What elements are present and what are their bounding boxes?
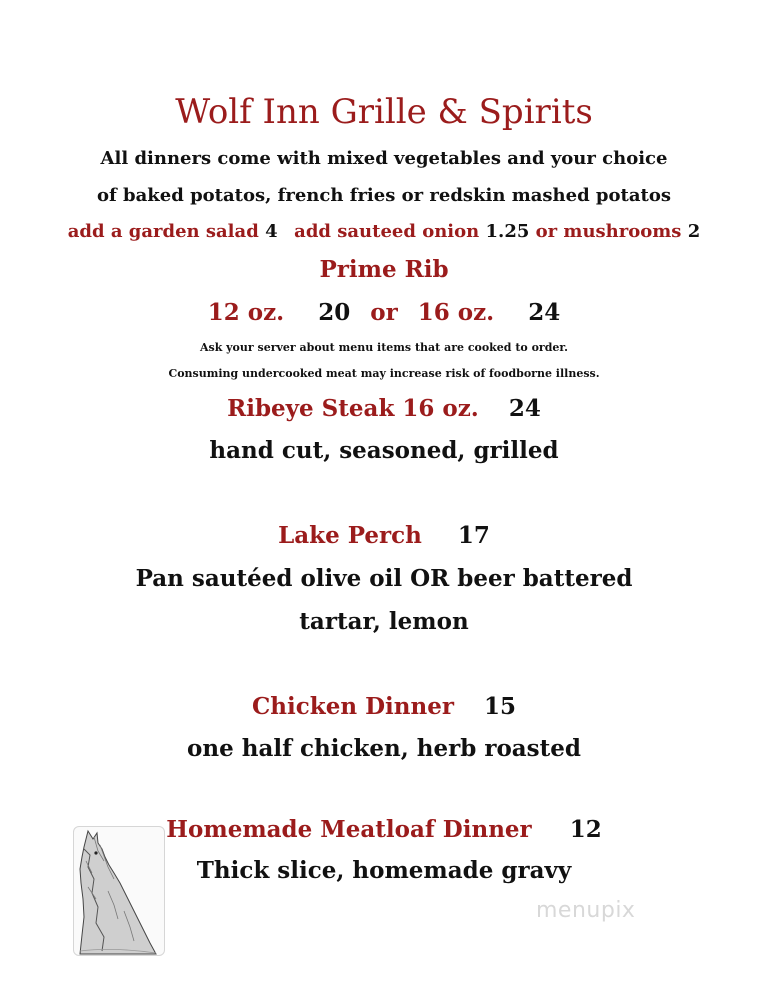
addon-salad-label: add a garden salad xyxy=(67,221,259,242)
menu-item-ribeye xyxy=(0,395,768,422)
item-description: one half chicken, herb roasted xyxy=(187,735,581,762)
item-description: hand cut, seasoned, grilled xyxy=(209,437,559,464)
addons-line xyxy=(0,221,768,242)
item-description: Pan sautéed olive oil OR beer battered xyxy=(135,565,633,592)
restaurant-title: Wolf Inn Grille & Spirits xyxy=(175,92,593,132)
prime-rib-size-small: 12 oz. xyxy=(207,299,285,326)
prime-rib-or: or xyxy=(370,299,398,326)
item-description: Thick slice, homemade gravy xyxy=(196,857,572,884)
addon-onion-price: 1.25 xyxy=(485,221,530,242)
prime-rib-prices xyxy=(0,299,768,326)
item-description-2: tartar, lemon xyxy=(299,608,469,635)
addon-salad-price: 4 xyxy=(265,221,278,242)
watermark-text: menupix xyxy=(536,898,636,923)
item-price: 15 xyxy=(483,693,516,720)
item-price: 17 xyxy=(457,522,490,549)
addon-onion-label: add sauteed onion xyxy=(294,221,480,242)
intro-line-1: All dinners come with mixed vegetables and your choice xyxy=(100,148,668,169)
item-price: 24 xyxy=(508,395,541,422)
prime-rib-name: Prime Rib xyxy=(319,256,449,283)
item-name: Ribeye Steak 16 oz. xyxy=(227,395,479,422)
notice-line-1: Ask your server about menu items that are cooked to order. xyxy=(199,341,569,354)
addon-mushroom-label: or mushrooms xyxy=(535,221,682,242)
prime-rib-price-small: 20 xyxy=(318,299,351,326)
prime-rib-size-large: 16 oz. xyxy=(417,299,495,326)
menu-item-chicken-dinner xyxy=(0,693,768,720)
item-name: Chicken Dinner xyxy=(252,693,454,720)
item-name: Lake Perch xyxy=(278,522,422,549)
wolf-icon xyxy=(74,827,164,955)
prime-rib-price-large: 24 xyxy=(528,299,561,326)
addon-mushroom-price: 2 xyxy=(687,221,701,242)
menu-item-lake-perch xyxy=(0,522,768,549)
notice-line-2: Consuming undercooked meat may increase risk of foodborne illness. xyxy=(168,367,600,380)
item-price: 12 xyxy=(569,816,602,843)
item-name: Homemade Meatloaf Dinner xyxy=(166,816,532,843)
intro-line-2: of baked potatos, french fries or redskin mashed potatos xyxy=(97,185,671,206)
howling-wolf-image xyxy=(73,826,165,956)
